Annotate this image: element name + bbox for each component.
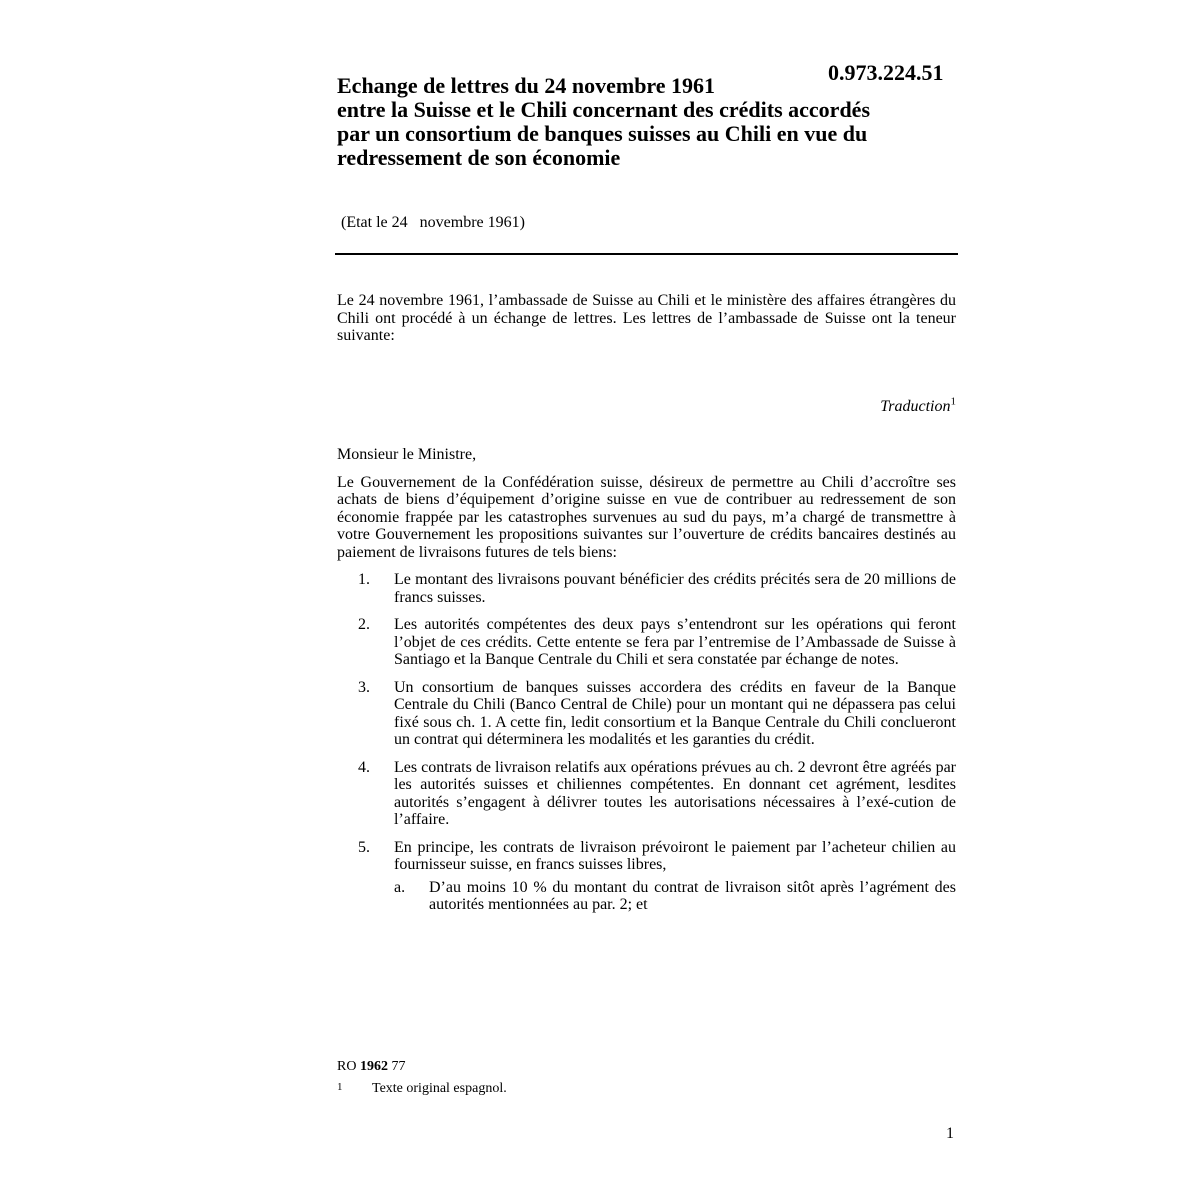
title-line: entre la Suisse et le Chili concernant des crédits accordés: [337, 97, 871, 122]
list-item: [337, 759, 956, 829]
official-compilation-reference: [337, 1059, 405, 1075]
ro-year: 1962: [359, 1059, 388, 1074]
list-item-number: 4.: [358, 758, 370, 776]
sr-number: 0.973.224.51: [828, 60, 944, 85]
status-date: (Etat le 24 novembre 1961): [341, 214, 525, 231]
page-number: 1: [946, 1125, 954, 1142]
lead-paragraph: Le Gouvernement de la Confédération suisse, désireux de permettre au Chili d’accroître ses achats de biens d’équipement d’origine suisse en vue de contribuer au redressement de son économie frappée par les catastrophes survenues au sud du pays, m’a chargé de transmettre à votre Gouvernement les propositions suivantes sur l’ouverture de crédits bancaires destinés au paiement de livraisons futures de tels biens:: [337, 473, 956, 561]
footnote-ref: 1: [950, 395, 956, 408]
title-line: redressement de son économie: [337, 145, 621, 170]
footnote: [337, 1081, 507, 1097]
header-divider: [335, 253, 958, 255]
list-item-number: 3.: [358, 678, 370, 696]
list-item-number: 2.: [358, 616, 370, 633]
list-item-number: 5.: [358, 838, 370, 856]
document-body: [337, 292, 956, 914]
proposal-list: [337, 571, 956, 914]
sub-list-item-text: D’au moins 10 % du montant du contrat de livraison sitôt après l’agrément des autorités mentionnées au par. 2; et: [429, 878, 956, 913]
footnote-number: 1: [337, 1081, 343, 1093]
list-item-number: 1.: [358, 571, 370, 588]
translation-note: [337, 395, 956, 416]
list-item-text: Les autorités compétentes des deux pays s’entendront sur les opérations qui feront l’objet de ces crédits. Cette entente se fera par l’entremise de l’Ambassade de Suisse à Santiago et la Banque Centrale du Chili et sera constatée par échange de notes.: [394, 616, 956, 668]
list-item: [337, 616, 956, 669]
sub-list: [394, 879, 956, 914]
list-item: [337, 839, 956, 914]
list-item-text: Un consortium de banques suisses accordera des crédits en faveur de la Banque Centrale du Chili (Banco Central de Chile) pour un montant qui ne dépassera pas celui fixé sous ch. 1. A cette fin, ledit consortium et la Banque Centrale du Chili conclueront un contrat qui déterminera les modalités et les garanties du crédit.: [394, 678, 956, 748]
list-item-text: En principe, les contrats de livraison prévoiront le paiement par l’acheteur chilien au fournisseur suisse, en francs suisses libres,: [394, 838, 956, 873]
title-line: par un consortium de banques suisses au Chili en vue du: [337, 121, 868, 146]
list-item: [337, 679, 956, 749]
footnote-text: Texte original espagnol.: [372, 1081, 507, 1096]
title-line: Echange de lettres du 24 novembre 1961: [337, 73, 716, 98]
list-item: [337, 571, 956, 606]
translation-label: Traduction: [880, 397, 951, 415]
salutation: Monsieur le Ministre,: [337, 446, 477, 463]
sub-list-item: [394, 879, 956, 914]
list-item-text: Les contrats de livraison relatifs aux opérations prévues au ch. 2 devront être agréés par les autorités suisses et chiliennes compétentes. En donnant cet agrément, lesdites autorités s’engagent à délivrer toutes les autorisations nécessaires à l’exé-cution de l’affaire.: [394, 758, 956, 828]
list-item-text: Le montant des livraisons pouvant bénéficier des crédits précités sera de 20 millions de francs suisses.: [394, 571, 956, 606]
ro-prefix: RO: [337, 1059, 357, 1074]
document-title: [337, 74, 977, 170]
sub-list-item-letter: a.: [394, 878, 406, 896]
ro-page: 77: [391, 1059, 406, 1074]
intro-paragraph: Le 24 novembre 1961, l’ambassade de Suisse au Chili et le ministère des affaires étrangères du Chili ont procédé à un échange de lettres. Les lettres de l’ambassade de Suisse ont la teneur suivante:: [337, 292, 956, 344]
